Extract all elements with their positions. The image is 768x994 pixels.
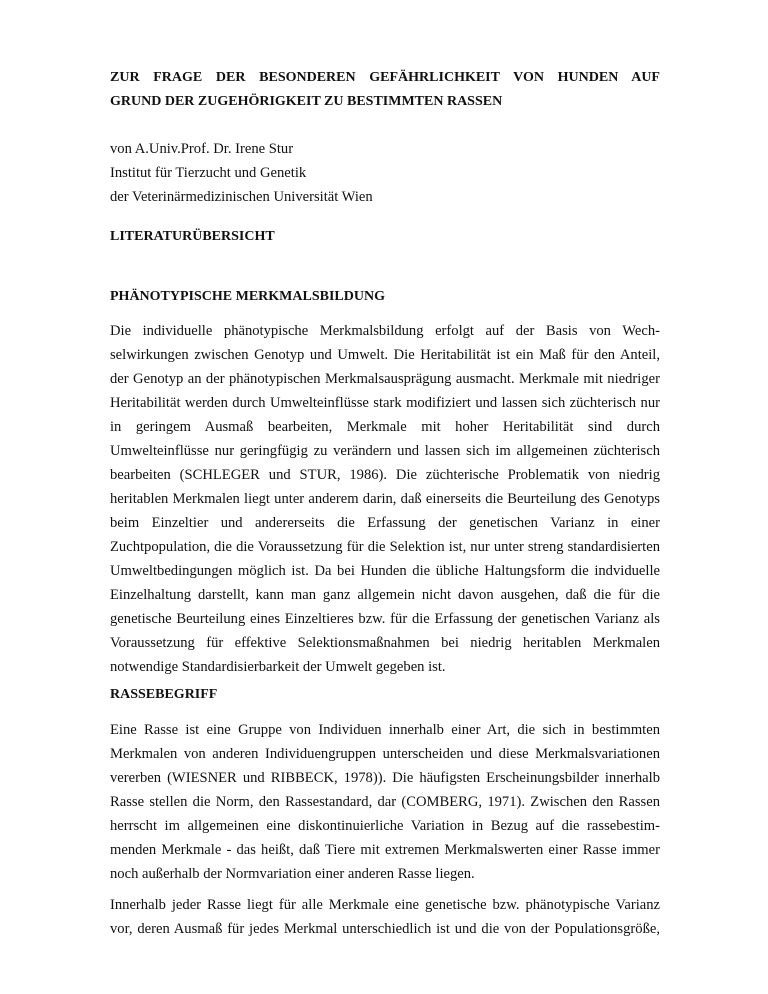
text-line: heritablen Merkmalen liegt unter anderem darin, daß einerseits die Beurteilung des Genotyps [110,491,660,507]
text-line: Einzelhaltung darstellt, kann man ganz allgemein nicht davon ausgehen, daß die für die [110,587,660,603]
text-line: Voraussetzung für effektive Selektionsmaßnahmen bei niedrig heritablen Merkmalen [110,635,660,651]
text-line: vor, deren Ausmaß für jedes Merkmal unterschiedlich ist und die von der Populationsgröße, [110,921,660,937]
heading-phenotype: PHÄNOTYPISCHE MERKMALSBILDUNG [110,289,385,304]
paragraph-breed-1 [110,718,660,886]
text-line: Umwelteinflüsse nur geringfügig zu verändern und lassen sich im allgemeinen züchterisch [110,443,660,459]
author-block [110,139,660,211]
text-line: Innerhalb jeder Rasse liegt für alle Merkmale eine genetische bzw. phänotypische Varianz [110,897,660,913]
text-line: vererben (WIESNER und RIBBECK, 1978)). Die häufigsten Erscheinungsbilder innerhalb [110,770,660,786]
author-institute: Institut für Tierzucht und Genetik [110,165,307,181]
text-line: Zuchtpopulation, die die Voraussetzung für die Selektion ist, nur unter streng standardisierten [110,539,660,555]
paragraph-breed-2 [110,893,660,941]
text-line: beim Einzeltier und andererseits die Erfassung der genetischen Varianz in einer [110,515,660,531]
text-line: der Genotyp an der phänotypischen Merkmalsausprägung ausmacht. Merkmale mit niedriger [110,371,660,387]
text-line: Merkmalen von anderen Individuengruppen unterscheiden und diese Merkmalsvariationen [110,746,660,762]
text-line: Umweltbedingungen möglich ist. Da bei Hunden die übliche Haltungsform die indviduelle [110,563,660,579]
text-line: Eine Rasse ist eine Gruppe von Individuen innerhalb einer Art, die sich in bestimmten [110,722,660,738]
text-line: notwendige Standardisierbarkeit der Umwelt gegeben ist. [110,659,446,675]
author-university: der Veterinärmedizinischen Universität Wien [110,189,373,205]
text-line: noch außerhalb der Normvariation einer anderen Rasse liegen. [110,866,475,882]
text-line: bearbeiten (SCHLEGER und STUR, 1986). Die züchterische Problematik von niedrig [110,467,660,483]
text-line: Heritabilität werden durch Umwelteinflüsse stark modifiziert und lassen sich züchterisch nur [110,395,660,411]
text-line: selwirkungen zwischen Genotyp und Umwelt. Die Heritabilität ist ein Maß für den Anteil, [110,347,660,363]
paragraph-phenotype [110,319,660,679]
text-line: Die individuelle phänotypische Merkmalsbildung erfolgt auf der Basis von Wech- [110,323,660,339]
title-line-2: GRUND DER ZUGEHÖRIGKEIT ZU BESTIMMTEN RASSEN [110,94,503,109]
text-line: Rasse stellen die Norm, den Rassestandard, dar (COMBERG, 1971). Zwischen den Rassen [110,794,660,810]
text-line: in geringem Ausmaß bearbeiten, Merkmale mit hoher Heritabilität sind durch [110,419,660,435]
text-line: genetische Beurteilung eines Einzeltieres bzw. für die Erfassung der genetischen Varianz als [110,611,660,627]
title-line-1: ZUR FRAGE DER BESONDEREN GEFÄHRLICHKEIT VON HUNDEN AUF [110,70,660,85]
author-name: von A.Univ.Prof. Dr. Irene Stur [110,141,294,157]
text-line: herrscht im allgemeinen eine diskontinuierliche Variation in Bezug auf die rassebestim- [110,818,660,834]
text-line: menden Merkmale - das heißt, daß Tiere mit extremen Merkmalswerten einer Rasse immer [110,842,660,858]
heading-breed: RASSEBEGRIFF [110,687,218,702]
document-title [110,68,660,112]
heading-literature: LITERATURÜBERSICHT [110,229,275,244]
